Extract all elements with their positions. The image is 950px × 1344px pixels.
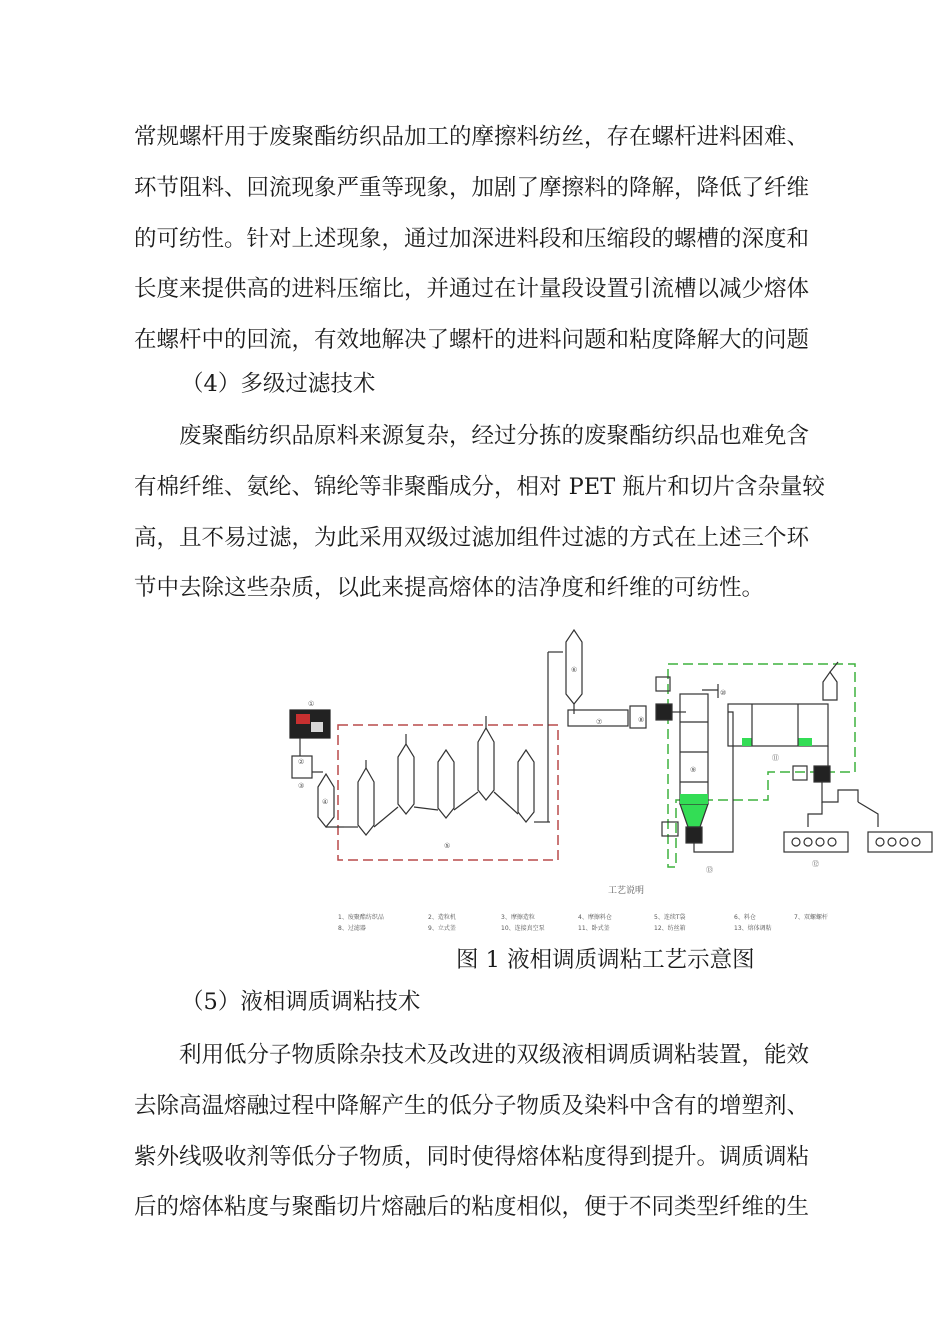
paragraph-screw-feeding xyxy=(134,112,814,366)
label-3: ③ xyxy=(298,782,305,790)
legend-item: 1、废聚酯纺织品 xyxy=(338,914,384,921)
label-11: ⑪ xyxy=(772,754,779,762)
text-line: 节中去除这些杂质，以此来提高熔体的洁净度和纤维的可纺性。 xyxy=(134,575,765,602)
process-diagram xyxy=(278,622,938,940)
legend-item: 12、纺丝箱 xyxy=(654,925,686,932)
paragraph-filtration xyxy=(134,411,825,614)
section-heading-viscosity: （5）液相调质调粘技术 xyxy=(181,989,421,1015)
label-4: ④ xyxy=(322,798,329,806)
legend-item: 9、立式釜 xyxy=(428,925,456,932)
figure-caption: 图 1 液相调质调粘工艺示意图 xyxy=(456,947,755,973)
legend-item: 11、卧式釜 xyxy=(578,925,610,932)
text-line: 长度来提供高的进料压缩比，并通过在计量段设置引流槽以减少熔体 xyxy=(134,276,810,303)
label-6: ⑥ xyxy=(571,666,578,674)
label-12: ⑫ xyxy=(812,860,819,868)
legend-item: 2、造粒机 xyxy=(428,914,456,921)
legend-item: 13、熔体调粘 xyxy=(734,925,772,932)
label-2: ② xyxy=(298,758,305,766)
legend-item: 4、摩擦料仓 xyxy=(578,914,612,921)
legend-item: 3、摩擦造粒 xyxy=(501,914,535,921)
label-5: ⑤ xyxy=(444,842,451,850)
legend-title: 工艺说明 xyxy=(608,886,645,896)
label-7: ⑦ xyxy=(596,718,603,726)
text-line: 紫外线吸收剂等低分子物质，同时使得熔体粘度得到提升。调质调粘 xyxy=(134,1143,810,1170)
text-line: 废聚酯纺织品原料来源复杂，经过分拣的废聚酯纺织品也难免含 xyxy=(179,423,810,449)
legend-item: 5、连续T袋 xyxy=(654,914,686,921)
label-13: ⑬ xyxy=(706,866,713,874)
legend-item: 7、双螺螺杆 xyxy=(794,914,828,921)
legend-item: 6、料仓 xyxy=(734,914,756,921)
text-line: 高，且不易过滤，为此采用双级过滤加组件过滤的方式在上述三个环 xyxy=(134,524,810,551)
label-1: ① xyxy=(308,700,315,708)
legend-item: 10、连接真空泵 xyxy=(501,925,545,932)
text-line: 环节阻料、回流现象严重等现象，加剧了摩擦料的降解，降低了纤维 xyxy=(134,174,810,201)
label-8: ⑧ xyxy=(638,716,645,724)
text-line: 去除高温熔融过程中降解产生的低分子物质及染料中含有的增塑剂、 xyxy=(134,1092,810,1119)
vertical-reactor xyxy=(680,694,708,804)
text-line: 的可纺性。针对上述现象，通过加深进料段和压缩段的螺槽的深度和 xyxy=(134,225,810,252)
text-line: 后的熔体粘度与聚酯切片熔融后的粘度相似，便于不同类型纤维的生 xyxy=(134,1194,810,1221)
text-line: 有棉纤维、氨纶、锦纶等非聚酯成分，相对 PET 瓶片和切片含杂量较 xyxy=(134,473,825,500)
section-heading-filtration: （4）多级过滤技术 xyxy=(181,371,376,397)
process-diagram-figure xyxy=(278,622,938,940)
text-line: 在螺杆中的回流，有效地解决了螺杆的进料问题和粘度降解大的问题 xyxy=(134,327,810,354)
label-9: ⑨ xyxy=(690,766,697,774)
text-line: 常规螺杆用于废聚酯纺织品加工的摩擦料纺丝，存在螺杆进料困难、 xyxy=(134,124,810,150)
legend-item: 8、过滤器 xyxy=(338,925,366,932)
paragraph-viscosity xyxy=(134,1030,814,1233)
label-10: ⑩ xyxy=(720,689,727,697)
text-line: 利用低分子物质除杂技术及改进的双级液相调质调粘装置，能效 xyxy=(179,1042,810,1068)
region-pretreatment xyxy=(338,725,558,860)
